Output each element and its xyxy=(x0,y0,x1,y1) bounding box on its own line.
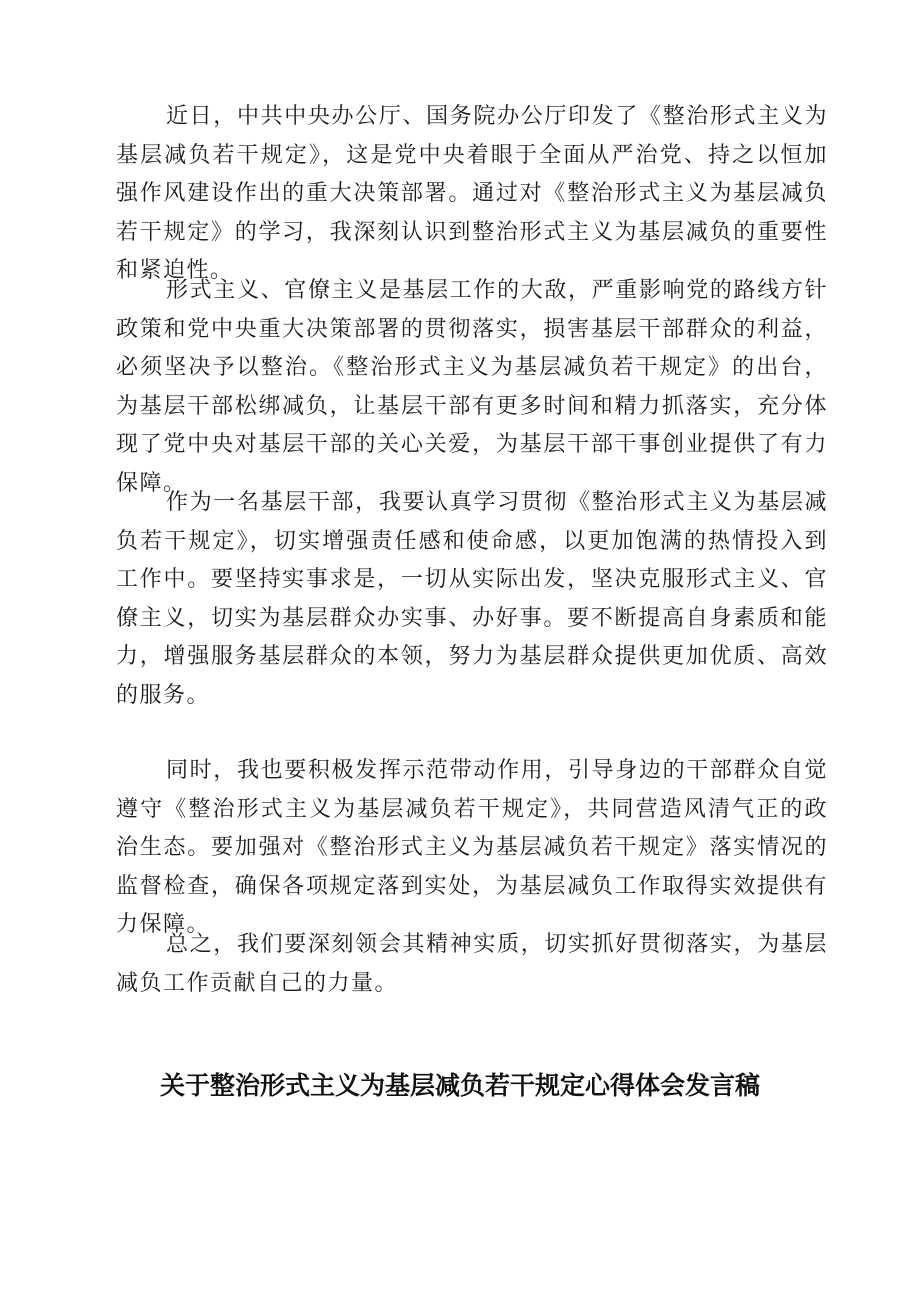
body-paragraph: 形式主义、官僚主义是基层工作的大敌，严重影响党的路线方针政策和党中央重大决策部署的贯彻落实，损害基层干部群众的利益，必须坚决予以整治。《整治形式主义为基层减负若干规定》的出台，为基层干部松绑减负，让基层干部有更多时间和精力抓落实，充分体现了党中央对基层干部的关心关爱，为基层干部干事创业提供了有力保障。 xyxy=(116,278,828,496)
section-heading: 关于整治形式主义为基层减负若干规定心得体会发言稿 xyxy=(159,1071,760,1100)
body-paragraph: 近日，中共中央办公厅、国务院办公厅印发了《整治形式主义为基层减负若干规定》，这是党中央着眼于全面从严治党、持之以恒加强作风建设作出的重大决策部署。通过对《整治形式主义为基层减负若干规定》的学习，我深刻认识到整治形式主义为基层减负的重要性和紧迫性。 xyxy=(116,104,828,283)
body-paragraph: 总之，我们要深刻领会其精神实质，切实抓好贯彻落实，为基层减负工作贡献自己的力量。 xyxy=(116,932,828,996)
body-paragraph: 作为一名基层干部，我要认真学习贯彻《整治形式主义为基层减负若干规定》，切实增强责任感和使命感，以更加饱满的热情投入到工作中。要坚持实事求是，一切从实际出发，坚决克服形式主义、官僚主义，切实为基层群众办实事、办好事。要不断提高自身素质和能力，增强服务基层群众的本领，努力为基层群众提供更加优质、高效的服务。 xyxy=(116,490,828,708)
body-paragraph: 同时，我也要积极发挥示范带动作用，引导身边的干部群众自觉遵守《整治形式主义为基层减负若干规定》，共同营造风清气正的政治生态。要加强对《整治形式主义为基层减负若干规定》落实情况的监督检查，确保各项规定落到实处，为基层减负工作取得实效提供有力保障。 xyxy=(116,758,828,937)
